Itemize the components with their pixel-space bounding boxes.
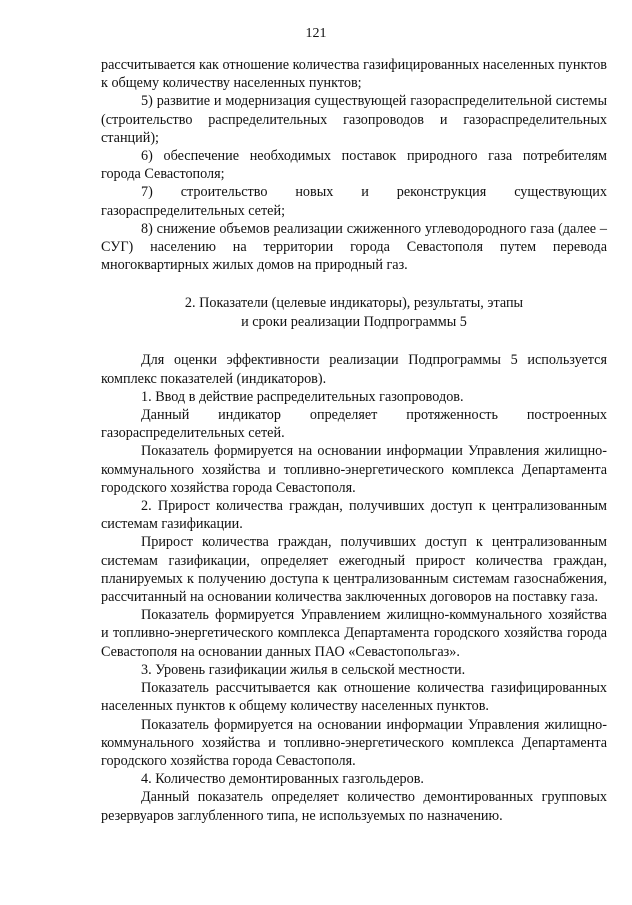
indicator-1-title: 1. Ввод в действие распределительных газопроводов. xyxy=(141,388,464,405)
section-heading-line-1: 2. Показатели (целевые индикаторы), результаты, этапы xyxy=(184,295,524,312)
indicator-2-source: Показатель формируется Управлением жилищно-коммунального хозяйства и топливно-энергетического комплекса Департамента городского хозяйства города Севастополя на основании данных ПАО «Севастопольгаз». xyxy=(101,607,607,660)
indicator-1-description: Данный индикатор определяет протяженность построенных газораспределительных сетей. xyxy=(101,407,607,442)
indicator-4-title: 4. Количество демонтированных газгольдеров. xyxy=(141,771,424,788)
indicator-3-source: Показатель формируется на основании информации Управления жилищно-коммунального хозяйства и топливно-энергетического комплекса Департамента городского хозяйства города Севастополя. xyxy=(101,716,607,769)
section-heading-line-2: и сроки реализации Подпрограммы 5 xyxy=(241,313,467,330)
list-item-8: 8) снижение объемов реализации сжиженного углеводородного газа (далее – СУГ) населению на территории города Севастополя путем перевода многоквартирных жилых домов на природный газ. xyxy=(101,220,607,274)
list-item-7: 7) строительство новых и реконструкция существующих газораспределительных сетей; xyxy=(101,184,607,219)
page-number: 121 xyxy=(305,26,327,41)
indicator-3-title: 3. Уровень газификации жилья в сельской местности. xyxy=(141,661,466,678)
list-item-6: 6) обеспечение необходимых поставок природного газа потребителям города Севастополя; xyxy=(101,148,607,183)
list-item-5: 5) развитие и модернизация существующей газораспределительной системы (строительство распределительных газопроводов и газораспределительных станций); xyxy=(101,93,607,146)
document-body xyxy=(101,56,607,825)
list-item-continuation: рассчитывается как отношение количества газифицированных населенных пунктов к общему количеству населенных пунктов; xyxy=(101,57,607,92)
indicator-3-description: Показатель рассчитывается как отношение количества газифицированных населенных пунктов к общему количеству населенных пунктов. xyxy=(101,680,607,715)
indicator-1-source: Показатель формируется на основании информации Управления жилищно-коммунального хозяйства и топливно-энергетического комплекса Департамента городского хозяйства города Севастополя. xyxy=(101,443,607,496)
indicator-4-description: Данный показатель определяет количество демонтированных групповых резервуаров заглубленного типа, не используемых по назначению. xyxy=(101,789,607,824)
section-heading xyxy=(101,294,607,331)
indicator-2-description: Прирост количества граждан, получивших доступ к централизованным системам газификации, определяет ежегодный прирост количества граждан, планируемых к получению доступа к централизованным системам газоснабжения, рассчитанный на основании количества заключенных договоров на поставку газа. xyxy=(101,534,607,606)
indicator-2-title: 2. Прирост количества граждан, получивших доступ к централизованным системам газификации. xyxy=(101,498,607,533)
paragraph-intro: Для оценки эффективности реализации Подпрограммы 5 используется комплекс показателей (индикаторов). xyxy=(101,352,607,387)
